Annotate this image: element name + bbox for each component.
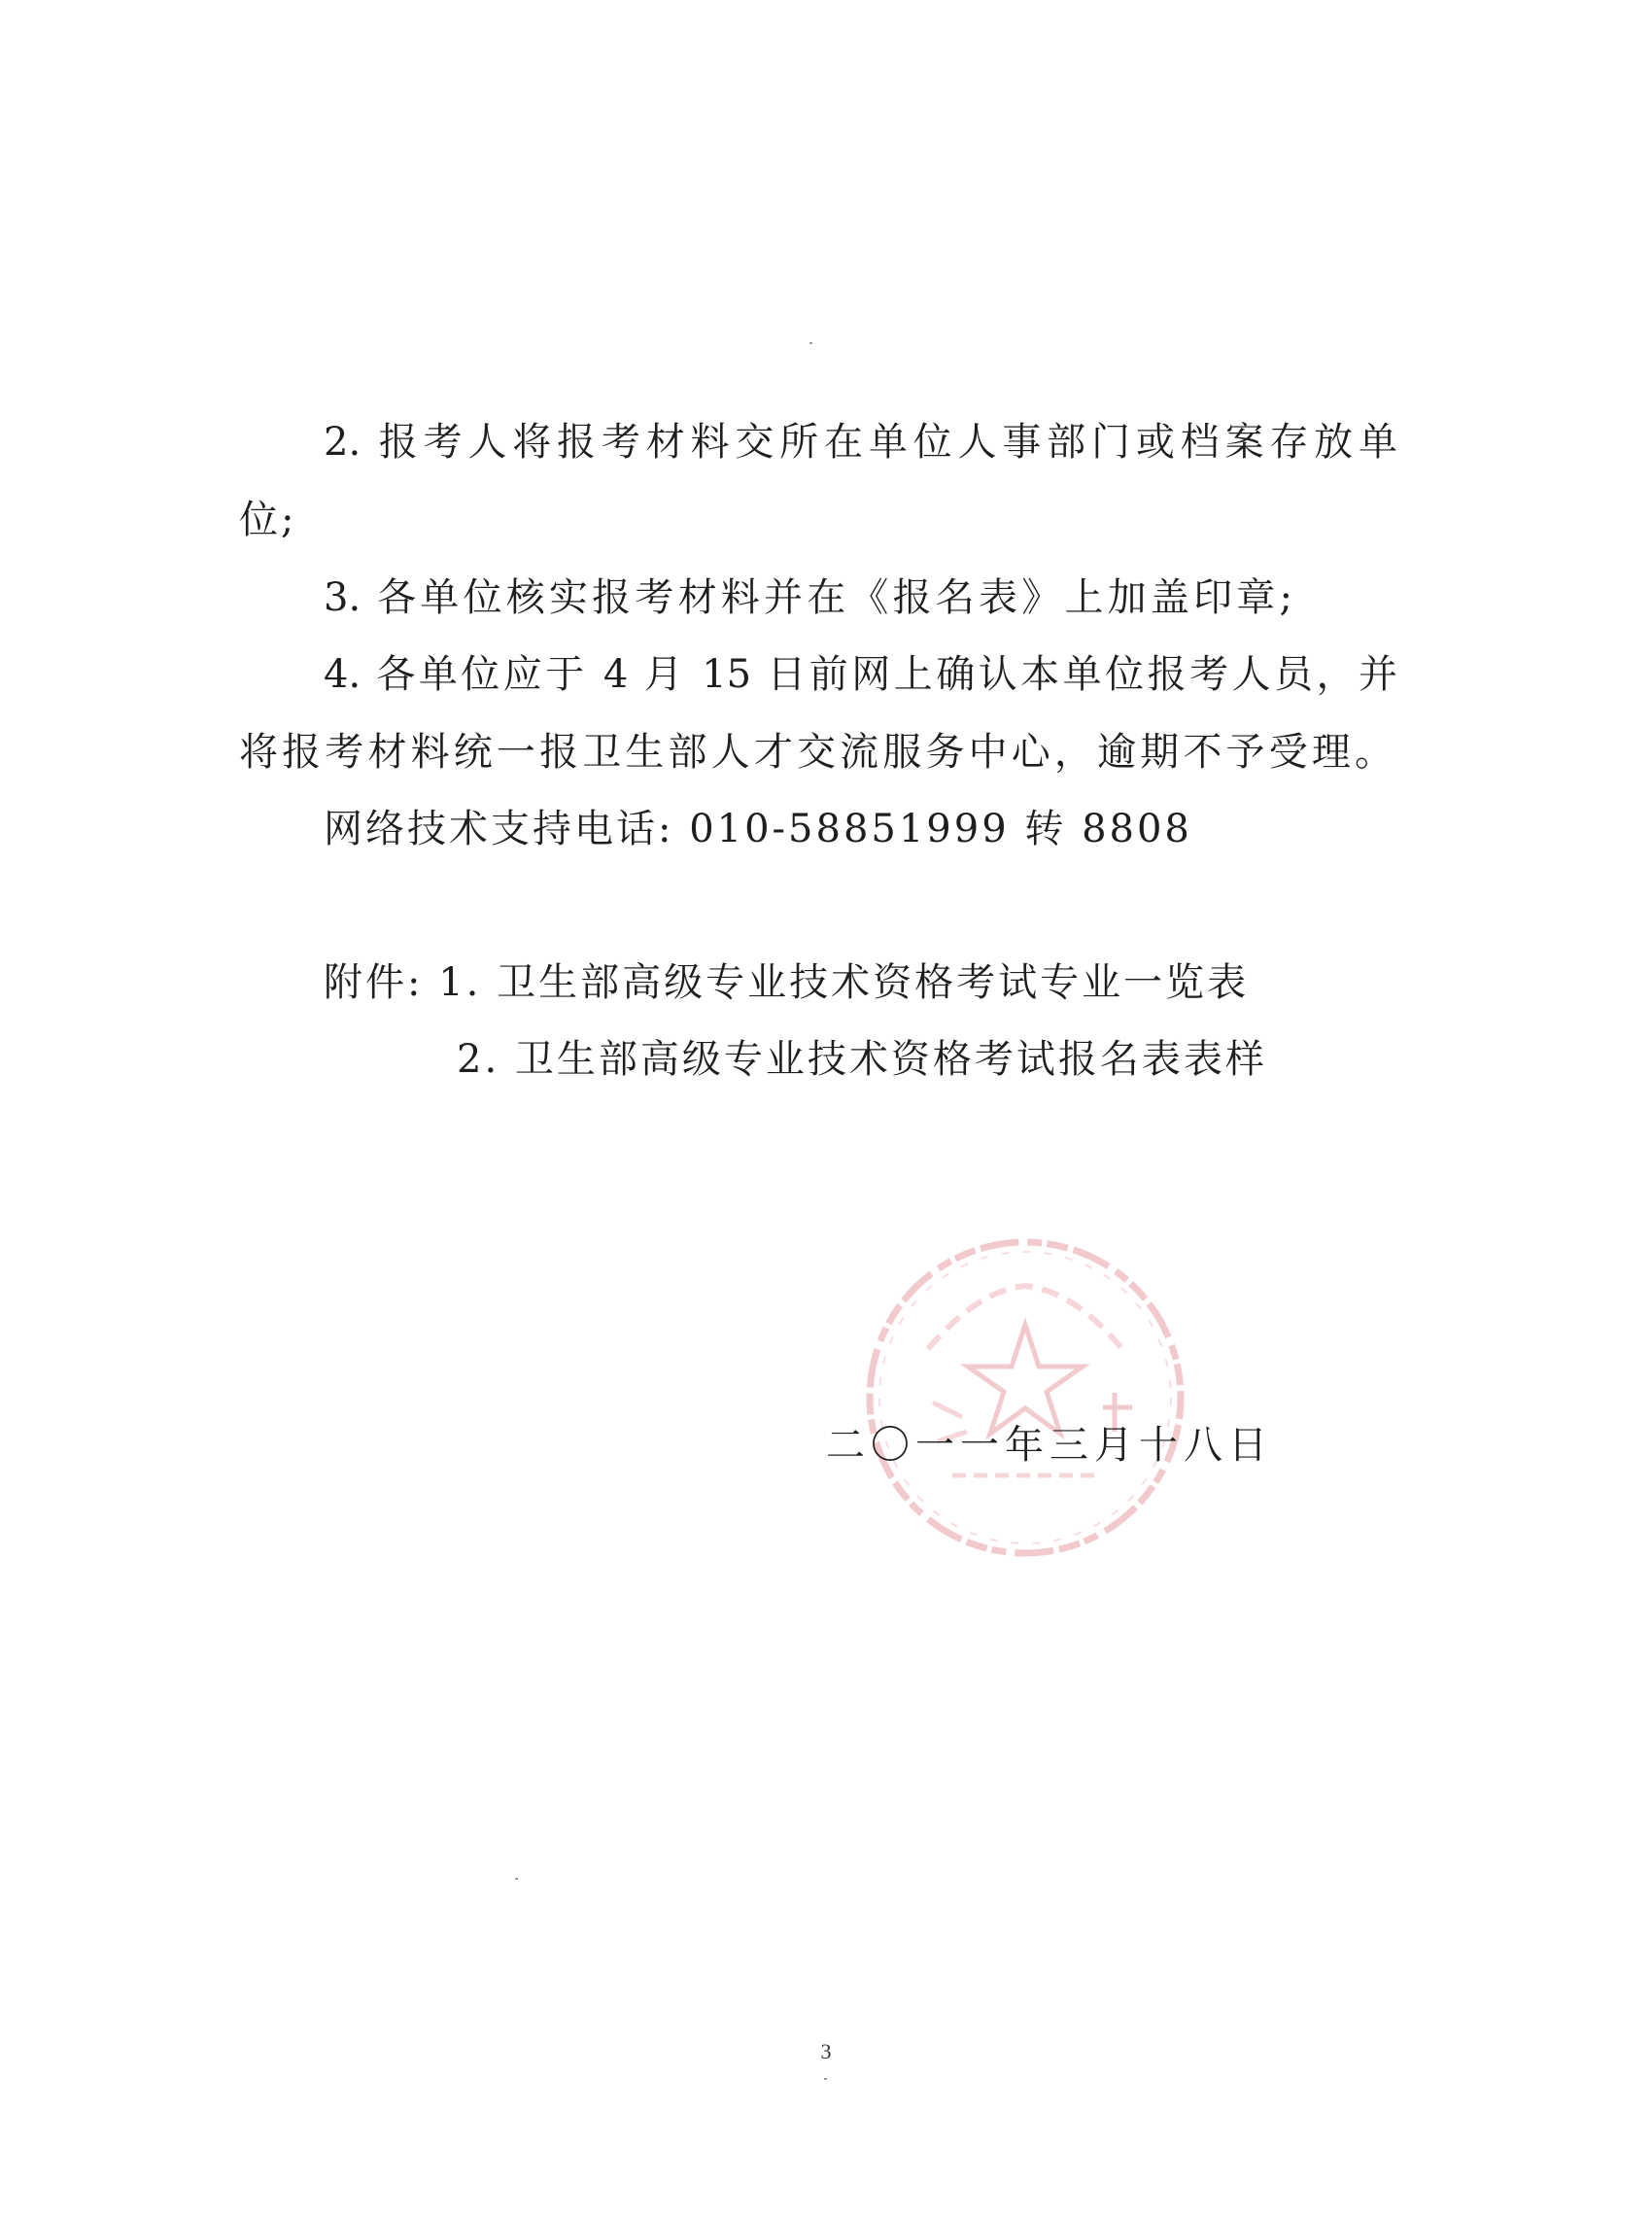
paragraph-item-2-line-2: 位; (239, 498, 297, 542)
attachment-line-2: 2. 卫生部高级专业技术资格考试报名表表样 (457, 1037, 1267, 1082)
paragraph-item-2-line-1: 2. 报考人将报考材料交所在单位人事部门或档案存放单 (324, 420, 1397, 465)
scan-speck (809, 342, 812, 344)
document-date: 二〇一一年三月十八日 (826, 1423, 1273, 1468)
page-number: 3 (820, 2039, 832, 2063)
support-phone-line: 网络技术支持电话: 010-58851999 转 8808 (324, 807, 1192, 851)
paragraph-item-4-line-2: 将报考材料统一报卫生部人才交流服务中心，逾期不予受理。 (239, 730, 1394, 775)
paragraph-item-3: 3. 各单位核实报考材料并在《报名表》上加盖印章; (324, 575, 1292, 620)
attachment-line-1: 附件: 1. 卫生部高级专业技术资格考试专业一览表 (324, 960, 1250, 1005)
scan-speck (515, 1878, 518, 1880)
official-seal-icon (860, 1232, 1190, 1563)
paragraph-item-4-line-1: 4. 各单位应于 4 月 15 日前网上确认本单位报考人员，并 (324, 652, 1397, 697)
scan-speck (824, 2078, 827, 2080)
